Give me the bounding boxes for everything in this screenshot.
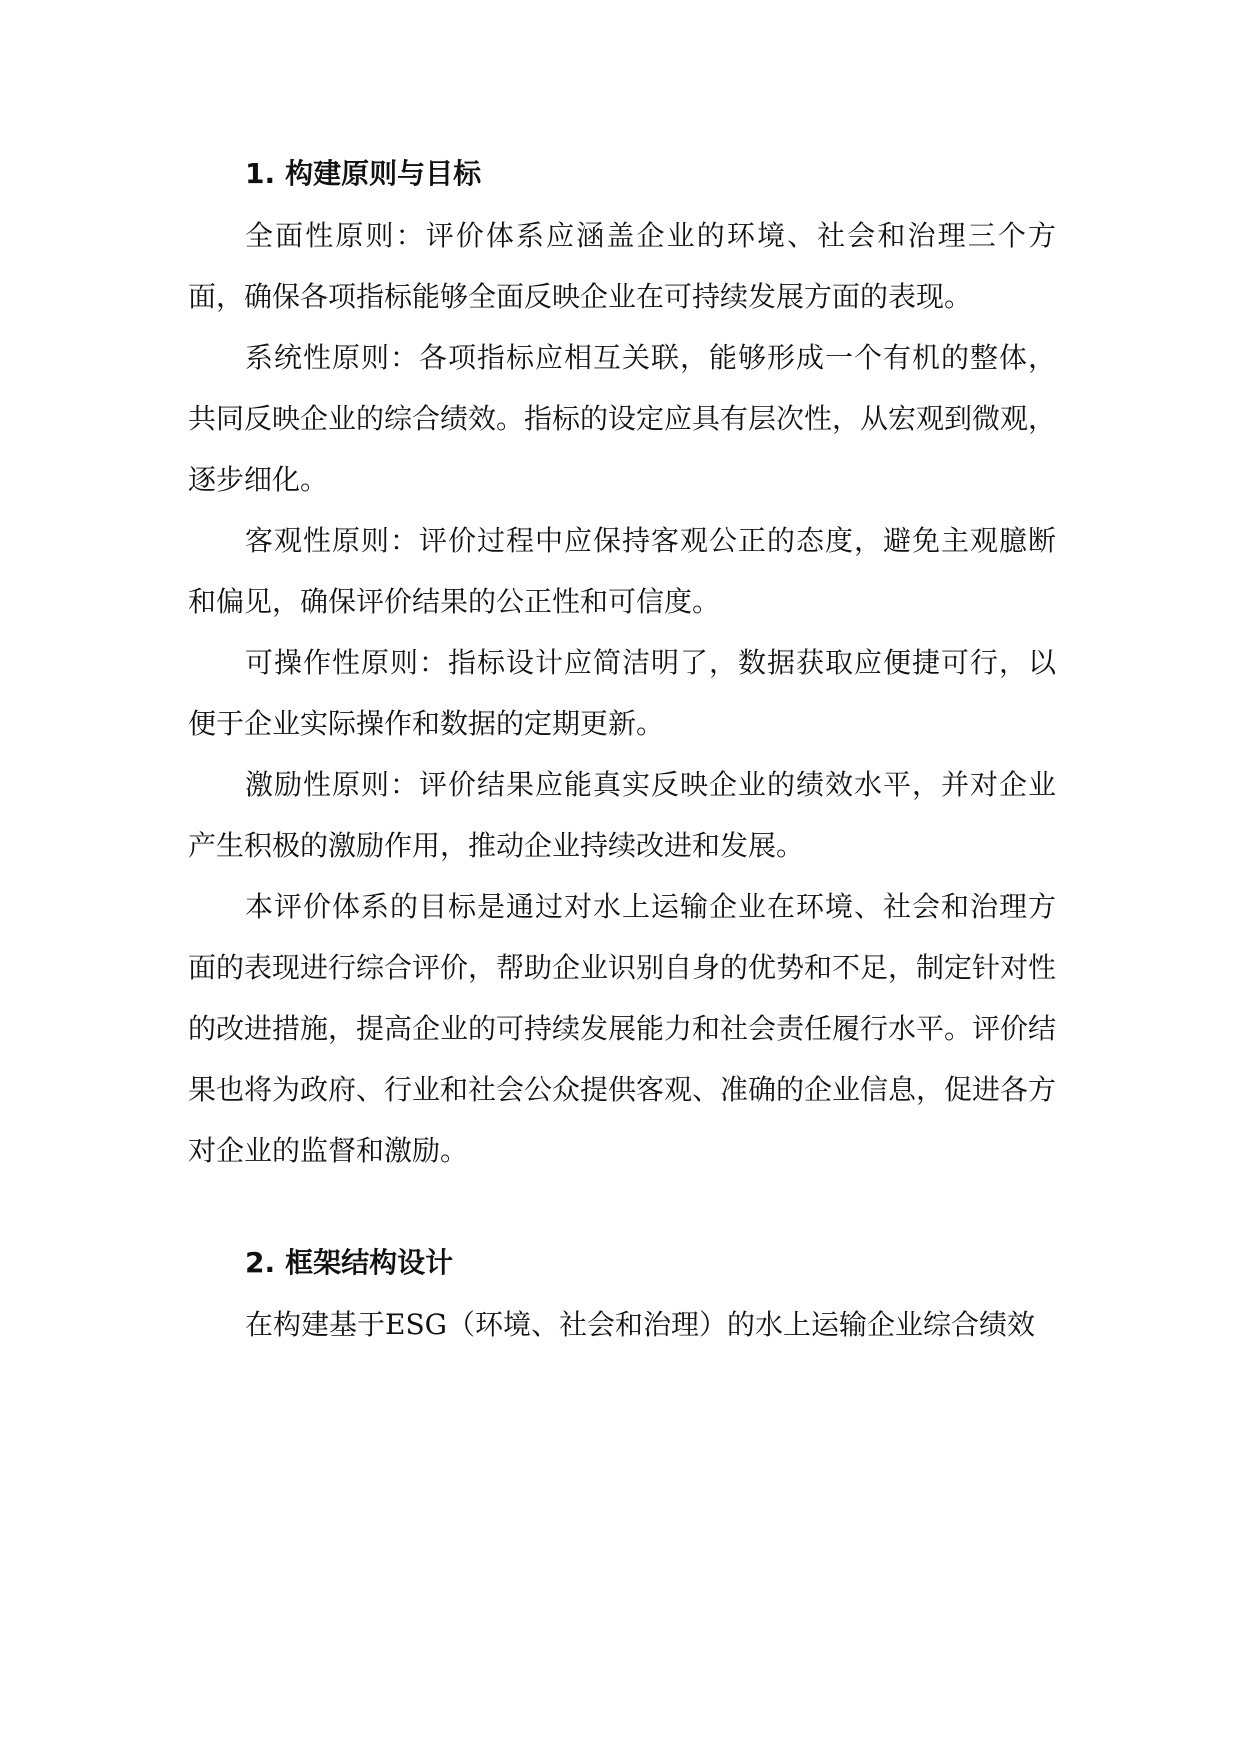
- section-title: 框架结构设计: [285, 1246, 454, 1279]
- paragraph-objective-principle: 客观性原则：评价过程中应保持客观公正的态度，避免主观臆断和偏见，确保评价结果的公正性和可信度。: [188, 524, 1056, 618]
- paragraph-systematic-principle: 系统性原则：各项指标应相互关联，能够形成一个有机的整体，共同反映企业的综合绩效。指标的设定应具有层次性，从宏观到微观，逐步细化。: [188, 341, 1057, 496]
- section-heading-2: [188, 1237, 1056, 1289]
- section-number: 2.: [245, 1246, 276, 1279]
- paragraph-operability-principle: 可操作性原则：指标设计应简洁明了，数据获取应便捷可行，以便于企业实际操作和数据的定期更新。: [188, 646, 1056, 740]
- document-body: [188, 148, 1056, 1355]
- section-number: 1.: [245, 157, 276, 190]
- paragraph-framework-intro: 在构建基于ESG（环境、社会和治理）的水上运输企业综合绩效: [245, 1308, 1035, 1341]
- paragraph-comprehensive-principle: 全面性原则：评价体系应涵盖企业的环境、社会和治理三个方面，确保各项指标能够全面反映企业在可持续发展方面的表现。: [188, 219, 1056, 313]
- section-heading-1: [188, 148, 1056, 200]
- paragraph-evaluation-goal: 本评价体系的目标是通过对水上运输企业在环境、社会和治理方面的表现进行综合评价，帮助企业识别自身的优势和不足，制定针对性的改进措施，提高企业的可持续发展能力和社会责任履行水平。评价结果也将为政府、行业和社会公众提供客观、准确的企业信息，促进各方对企业的监督和激励。: [188, 890, 1057, 1167]
- paragraph-incentive-principle: 激励性原则：评价结果应能真实反映企业的绩效水平，并对企业产生积极的激励作用，推动企业持续改进和发展。: [188, 768, 1056, 862]
- section-title: 构建原则与目标: [285, 157, 482, 190]
